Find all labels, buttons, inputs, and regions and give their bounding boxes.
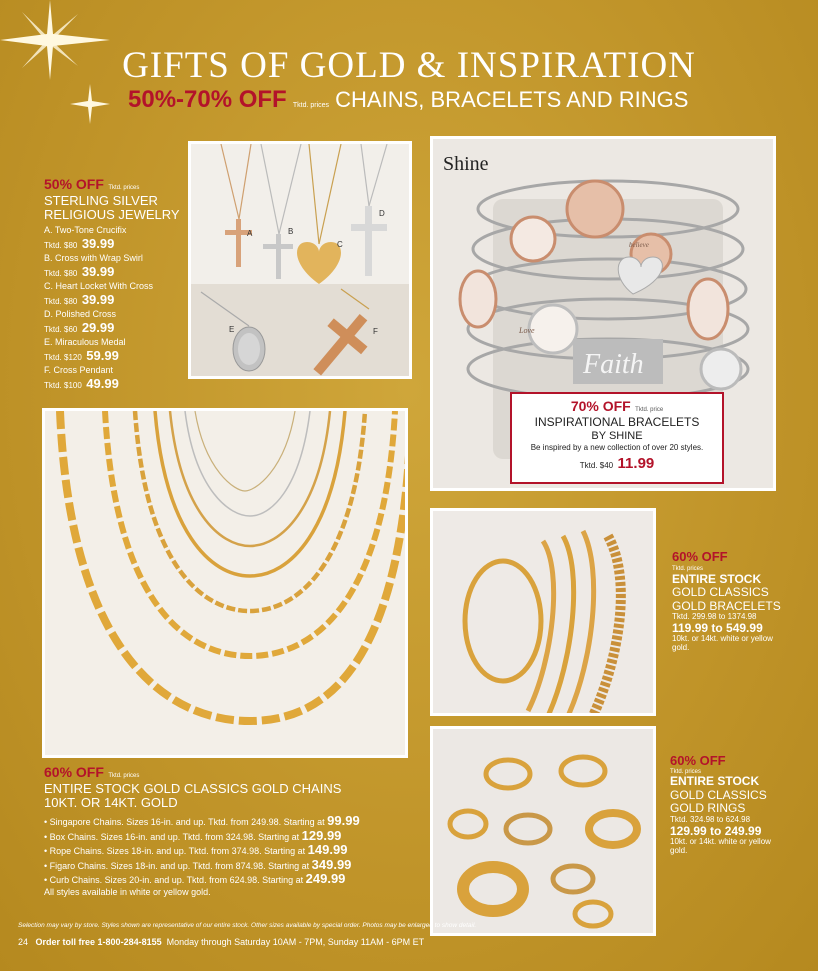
religious-item-name: B. Cross with Wrap Swirl bbox=[44, 252, 143, 263]
religious-item-price: 49.99 bbox=[86, 376, 119, 391]
bracelets-heading-2: GOLD CLASSICS bbox=[672, 585, 769, 600]
religious-item-name: A. Two-Tone Crucifix bbox=[44, 225, 127, 235]
religious-jewelry-photo bbox=[188, 141, 412, 379]
rings-pct: 60% OFF bbox=[670, 753, 726, 768]
religious-item-price: 59.99 bbox=[86, 348, 119, 364]
faith-charm-text: Faith bbox=[583, 349, 644, 380]
religious-pct-note: Tktd. prices bbox=[108, 185, 140, 191]
small-sparkle-icon bbox=[70, 84, 110, 124]
chains-heading-2: 10KT. OR 14KT. GOLD bbox=[44, 795, 178, 811]
religious-item-name: E. Miraculous Medal bbox=[44, 336, 126, 347]
bracelets-heading-1: ENTIRE STOCK bbox=[672, 571, 762, 586]
religious-jewelry-info bbox=[44, 176, 184, 393]
page-number: 24 bbox=[18, 937, 29, 947]
religious-item-name: D. Polished Cross bbox=[44, 308, 117, 319]
chain-item-text: • Singapore Chains. Sizes 16-in. and up. Tktd. from 249.98. Starting at bbox=[44, 817, 325, 827]
chains-illustration bbox=[45, 411, 408, 758]
shine-tktd: Tktd. $40 bbox=[579, 461, 614, 471]
gold-bracelets-illustration bbox=[433, 511, 656, 716]
religious-item-price-line bbox=[44, 291, 184, 309]
label-b: B bbox=[288, 227, 294, 236]
rings-heading-1: ENTIRE STOCK bbox=[670, 774, 760, 789]
religious-item-price: 39.99 bbox=[81, 292, 115, 308]
religious-item-tktd: Tktd. $80 bbox=[44, 297, 78, 307]
chains-footnote: All styles available in white or yellow gold. bbox=[44, 886, 211, 897]
chain-item-price: 129.99 bbox=[301, 827, 342, 843]
label-f: F bbox=[373, 327, 378, 336]
religious-item-price-line bbox=[44, 347, 184, 365]
religious-item-price: 29.99 bbox=[81, 320, 115, 336]
gold-rings-info bbox=[670, 754, 810, 856]
gold-chains-photo bbox=[42, 408, 408, 758]
religious-item-price: 39.99 bbox=[81, 264, 115, 280]
label-a: A bbox=[247, 229, 253, 238]
religious-item-price: 39.99 bbox=[81, 236, 115, 252]
religious-item-tktd: Tktd. $80 bbox=[44, 269, 78, 279]
rings-note: 10kt. or 14kt. white or yellow gold. bbox=[670, 836, 771, 855]
subtitle-text: CHAINS, BRACELETS AND RINGS bbox=[335, 87, 689, 112]
order-hours: Monday through Saturday 10AM - 7PM, Sunday 11AM - 6PM ET bbox=[166, 937, 425, 947]
bracelets-price: 119.99 to 549.99 bbox=[672, 620, 763, 635]
order-phone[interactable]: Order toll free 1-800-284-8155 bbox=[35, 937, 162, 947]
religious-item-tktd: Tktd. $120 bbox=[44, 353, 82, 363]
bracelets-tktd: Tktd. 299.98 to 1374.98 bbox=[672, 611, 757, 621]
rings-price: 129.99 to 249.99 bbox=[670, 823, 762, 838]
shine-pct: 70% OFF bbox=[570, 398, 631, 414]
chain-item-text: • Figaro Chains. Sizes 18-in. and up. Tktd. from 874.98. Starting at bbox=[44, 860, 310, 871]
shine-price-box bbox=[510, 392, 724, 484]
shine-price: 11.99 bbox=[617, 455, 655, 473]
label-d: D bbox=[379, 209, 385, 218]
chain-item-price: 249.99 bbox=[305, 871, 346, 887]
chain-item bbox=[44, 872, 414, 887]
religious-item-list bbox=[44, 225, 184, 393]
religious-item-tktd: Tktd. $80 bbox=[44, 241, 78, 251]
religious-item-price-line bbox=[44, 235, 184, 253]
chains-pct-note: Tktd. prices bbox=[108, 773, 140, 779]
chains-heading-1: ENTIRE STOCK GOLD CLASSICS GOLD CHAINS bbox=[44, 780, 342, 796]
discount-range: 50%-70% OFF bbox=[128, 86, 287, 113]
chain-item-text: • Curb Chains. Sizes 20-in. and up. Tktd. from 624.98. Starting at bbox=[44, 875, 304, 886]
chain-item-price: 149.99 bbox=[307, 842, 348, 858]
chain-item-text: • Rope Chains. Sizes 18-in. and up. Tktd. from 374.98. Starting at bbox=[44, 846, 306, 857]
rings-heading-2: GOLD CLASSICS bbox=[670, 787, 767, 802]
gold-bracelets-info bbox=[672, 548, 812, 653]
religious-item-price-line bbox=[44, 263, 184, 281]
shine-description: Be inspired by a new collection of over 20 styles. bbox=[530, 442, 704, 452]
bracelets-note: 10kt. or 14kt. white or yellow gold. bbox=[672, 634, 773, 653]
subtitle bbox=[128, 86, 688, 114]
chain-item-text: • Box Chains. Sizes 16-in. and up. Tktd. from 324.98. Starting at bbox=[44, 831, 300, 842]
gold-bracelets-photo bbox=[430, 508, 656, 716]
chain-item bbox=[44, 843, 414, 858]
religious-item-price-line bbox=[44, 319, 184, 337]
believe-charm-text: believe bbox=[629, 241, 649, 249]
chain-item bbox=[44, 814, 414, 829]
discount-note: Tktd. prices bbox=[292, 102, 330, 109]
shine-pct-note: Tktd. price bbox=[635, 407, 664, 413]
shine-heading-1: INSPIRATIONAL BRACELETS bbox=[534, 415, 700, 430]
religious-item-name: F. Cross Pendant bbox=[44, 364, 114, 375]
chain-item bbox=[44, 858, 414, 873]
rings-illustration bbox=[433, 729, 656, 936]
shine-brand-logo: Shine bbox=[443, 153, 489, 175]
religious-item-tktd: Tktd. $100 bbox=[44, 381, 82, 390]
rings-heading-3: GOLD RINGS bbox=[670, 801, 746, 816]
label-e: E bbox=[229, 325, 235, 334]
bracelets-pct-note: Tktd. prices bbox=[672, 565, 704, 572]
religious-item-tktd: Tktd. $60 bbox=[44, 325, 78, 335]
religious-heading-2: RELIGIOUS JEWELRY bbox=[44, 207, 180, 223]
footer-order-line bbox=[18, 937, 424, 947]
label-c: C bbox=[337, 240, 343, 249]
pendants-illustration bbox=[191, 144, 412, 379]
religious-item-name: C. Heart Locket With Cross bbox=[44, 280, 154, 291]
bracelets-heading-3: GOLD BRACELETS bbox=[672, 598, 781, 613]
love-charm-text: Love bbox=[519, 326, 535, 335]
chain-item-price: 99.99 bbox=[327, 813, 360, 828]
shine-heading-2: BY SHINE bbox=[591, 430, 643, 443]
chains-item-list bbox=[44, 814, 414, 887]
rings-pct-note: Tktd. prices bbox=[670, 768, 702, 775]
rings-tktd: Tktd. 324.98 to 624.98 bbox=[670, 814, 751, 824]
chain-item-price: 349.99 bbox=[311, 856, 352, 872]
chains-pct: 60% OFF bbox=[44, 764, 104, 780]
religious-heading-1: STERLING SILVER bbox=[44, 192, 158, 208]
gold-rings-photo bbox=[430, 726, 656, 936]
religious-pct: 50% OFF bbox=[44, 176, 104, 192]
religious-item-price-line bbox=[44, 375, 184, 393]
footer-disclaimer: Selection may vary by store. Styles shown are representative of our entire stock. Other sizes available by special order. Photos may be enlarged to show detail. bbox=[18, 922, 477, 929]
gold-chains-info bbox=[44, 764, 414, 897]
bracelets-pct: 60% OFF bbox=[672, 549, 728, 564]
chain-item bbox=[44, 829, 414, 844]
page-title: GIFTS OF GOLD & INSPIRATION bbox=[122, 45, 696, 86]
